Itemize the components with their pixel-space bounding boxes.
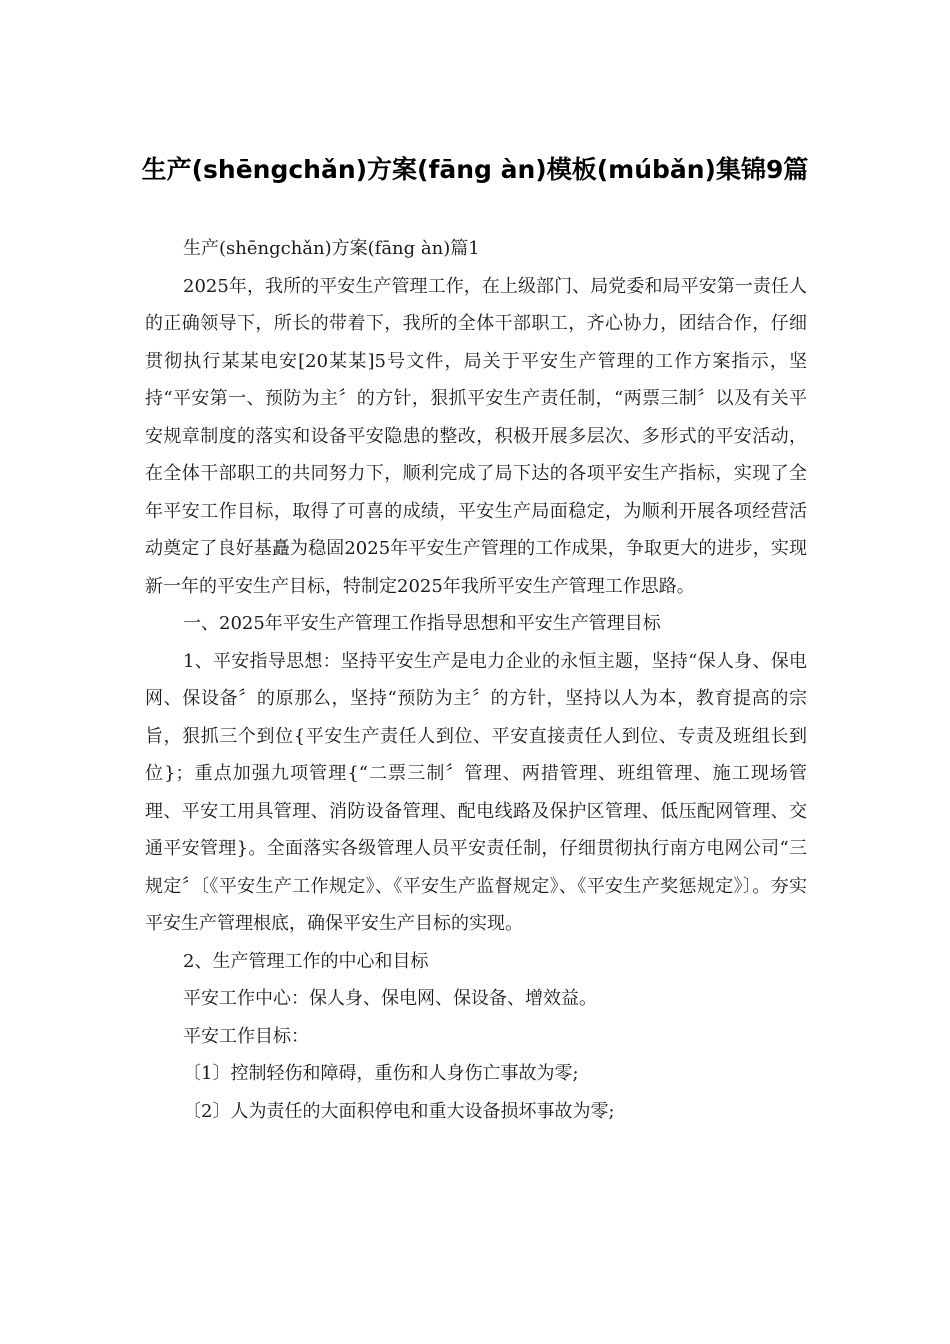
body-paragraph: 2025年，我所的平安生产管理工作，在上级部门、局党委和局平安第一责任人的正确领导下，所长的带着下，我所的全体干部职工，齐心协力，团结合作，仔细贯彻执行某某电安[20某某]5号文件，局关于平安生产管理的工作方案指示，坚持“平安第一、预防为主〞的方针，狠抓平安生产责任制，“两票三制〞以及有关平安规章制度的落实和设备平安隐患的整改，积极开展多层次、多形式的平安活动，在全体干部职工的共同努力下，顺利完成了局下达的各项平安生产指标，实现了全年平安工作目标，取得了可喜的成绩，平安生产局面稳定，为顺利开展各项经营活动奠定了良好基矗为稳固2025年平安生产管理的工作成果，争取更大的进步，实现新一年的平安生产目标，特制定2025年我所平安生产管理工作思路。 (145, 275, 807, 597)
list-item: 〔2〕人为责任的大面积停电和重大设备损坏事故为零; (183, 1100, 615, 1122)
list-item: 〔1〕控制轻伤和障碍，重伤和人身伤亡事故为零; (183, 1063, 579, 1084)
body-paragraph: 1、平安指导思想：坚持平安生产是电力企业的永恒主题，坚持“保人身、保电网、保设备〞的原那么，坚持“预防为主〞的方针，坚持以人为本，教育提高的宗旨，狠抓三个到位{平安生产责任人到位、平安直接责任人到位、专责及班组长到位}；重点加强九项管理{“二票三制〞管理、两措管理、班组管理、施工现场管理、平安工用具管理、消防设备管理、配电线路及保护区管理、低压配网管理、交通平安管理}。全面落实各级管理人员平安责任制，仔细贯彻执行南方电网公司“三规定〞〔《平安生产工作规定》、《平安生产监督规定》、《平安生产奖惩规定》〕。夯实平安生产管理根底，确保平安生产目标的实现。 (145, 650, 807, 934)
sub-heading: 2、生产管理工作的中心和目标 (183, 950, 429, 972)
section-heading: 一、2025年平安生产管理工作指导思想和平安生产管理目标 (183, 613, 661, 634)
document-title: 生产(shēngchǎn)方案(fāng àn)模板(múbǎn)集锦9篇 (141, 155, 809, 184)
body-paragraph: 平安工作目标： (183, 1025, 309, 1047)
section-heading: 生产(shēngchǎn)方案(fāng àn)篇1 (183, 238, 480, 259)
body-paragraph: 平安工作中心：保人身、保电网、保设备、增效益。 (183, 988, 597, 1009)
document-body (145, 230, 807, 1130)
